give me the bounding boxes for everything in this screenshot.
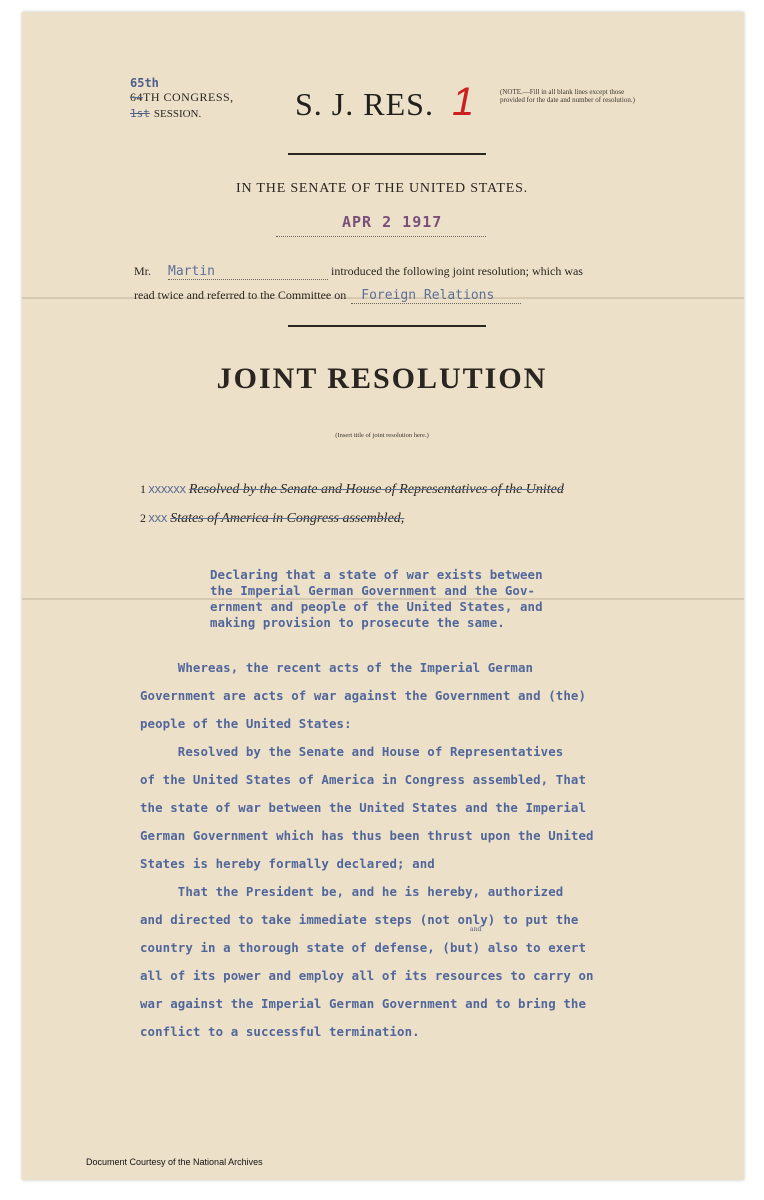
courtesy-footer: Document Courtesy of the National Archives (86, 1157, 263, 1167)
session-struck: 1st (130, 107, 150, 120)
resolution-title-block (210, 567, 543, 631)
senator-name: Martin (168, 264, 215, 279)
strikeover-marks: xxx (148, 511, 167, 525)
mr-prefix: Mr. (134, 264, 152, 278)
resolving-text-1: Resolved by the Senate and House of Representatives of the United (188, 482, 564, 497)
congress-session-block (130, 76, 250, 120)
title-line: ernment and people of the United States, and (210, 599, 543, 614)
session-line (130, 107, 250, 120)
date-line (276, 236, 486, 237)
congress-line (130, 90, 250, 105)
body-line: States is hereby formally declared; and (140, 856, 435, 871)
committee-field (351, 288, 521, 304)
congress-struck: 64 (130, 90, 143, 104)
strikeover-marks: xxxxxx (148, 482, 186, 496)
introduction-line-1 (134, 264, 654, 280)
body-line: Resolved by the Senate and House of Representatives (140, 744, 564, 759)
body-line: country in a thorough state of defense, (but) also to exert (140, 940, 587, 955)
session-label: SESSION. (153, 108, 202, 120)
resolving-line-2 (140, 511, 404, 527)
resolution-body (140, 654, 594, 1046)
body-line: Whereas, the recent acts of the Imperial German (140, 660, 534, 675)
senator-field (168, 264, 328, 280)
resolving-text-2: States of America in Congress assembled, (170, 511, 405, 526)
title-line: the Imperial German Government and the Gov- (210, 583, 536, 598)
body-line: of the United States of America in Congress assembled, That (140, 772, 587, 787)
intro-divider (288, 325, 486, 327)
body-line: That the President be, and he is hereby, authorized (140, 884, 564, 899)
date-stamp: APR 2 1917 (342, 213, 443, 231)
body-line: German Government which has thus been thrust upon the United (140, 828, 594, 843)
body-line: people of the United States: (140, 716, 352, 731)
senate-heading: IN THE SENATE OF THE UNITED STATES. (236, 181, 528, 196)
title-line: making provision to prosecute the same. (210, 615, 505, 630)
document-title: JOINT RESOLUTION (216, 362, 548, 395)
introduction-text-2: read twice and referred to the Committee on (134, 288, 347, 302)
body-line: the state of war between the United States and the Imperial (140, 800, 587, 815)
resolution-number: 1 (452, 80, 475, 124)
resolving-line-1 (140, 482, 564, 498)
insert-title-note: (Insert title of joint resolution here.) (335, 432, 429, 439)
introduction-text-1: introduced the following joint resolution; which was (331, 264, 583, 278)
header-divider (288, 153, 486, 155)
body-line: conflict to a successful termination. (140, 1024, 420, 1039)
body-line: war against the Imperial German Government and to bring the (140, 996, 587, 1011)
line-number: 1 (140, 482, 146, 496)
line-number: 2 (140, 511, 146, 525)
handwritten-insert: and (470, 926, 482, 933)
congress-number: 65th (130, 76, 159, 90)
congress-label: TH CONGRESS, (143, 90, 234, 104)
body-line: and directed to take immediate steps (not only) to put the (140, 912, 579, 927)
committee-name: Foreign Relations (361, 288, 495, 303)
resolution-type: S. J. RES. (295, 86, 434, 122)
body-line: Government are acts of war against the Government and (the) (140, 688, 587, 703)
fill-in-note: (NOTE.—Fill in all blank lines except those provided for the date and number of resolution.) (500, 88, 635, 104)
title-line: Declaring that a state of war exists between (210, 567, 543, 582)
body-line: all of its power and employ all of its resources to carry on (140, 968, 594, 983)
introduction-line-2 (134, 288, 654, 304)
